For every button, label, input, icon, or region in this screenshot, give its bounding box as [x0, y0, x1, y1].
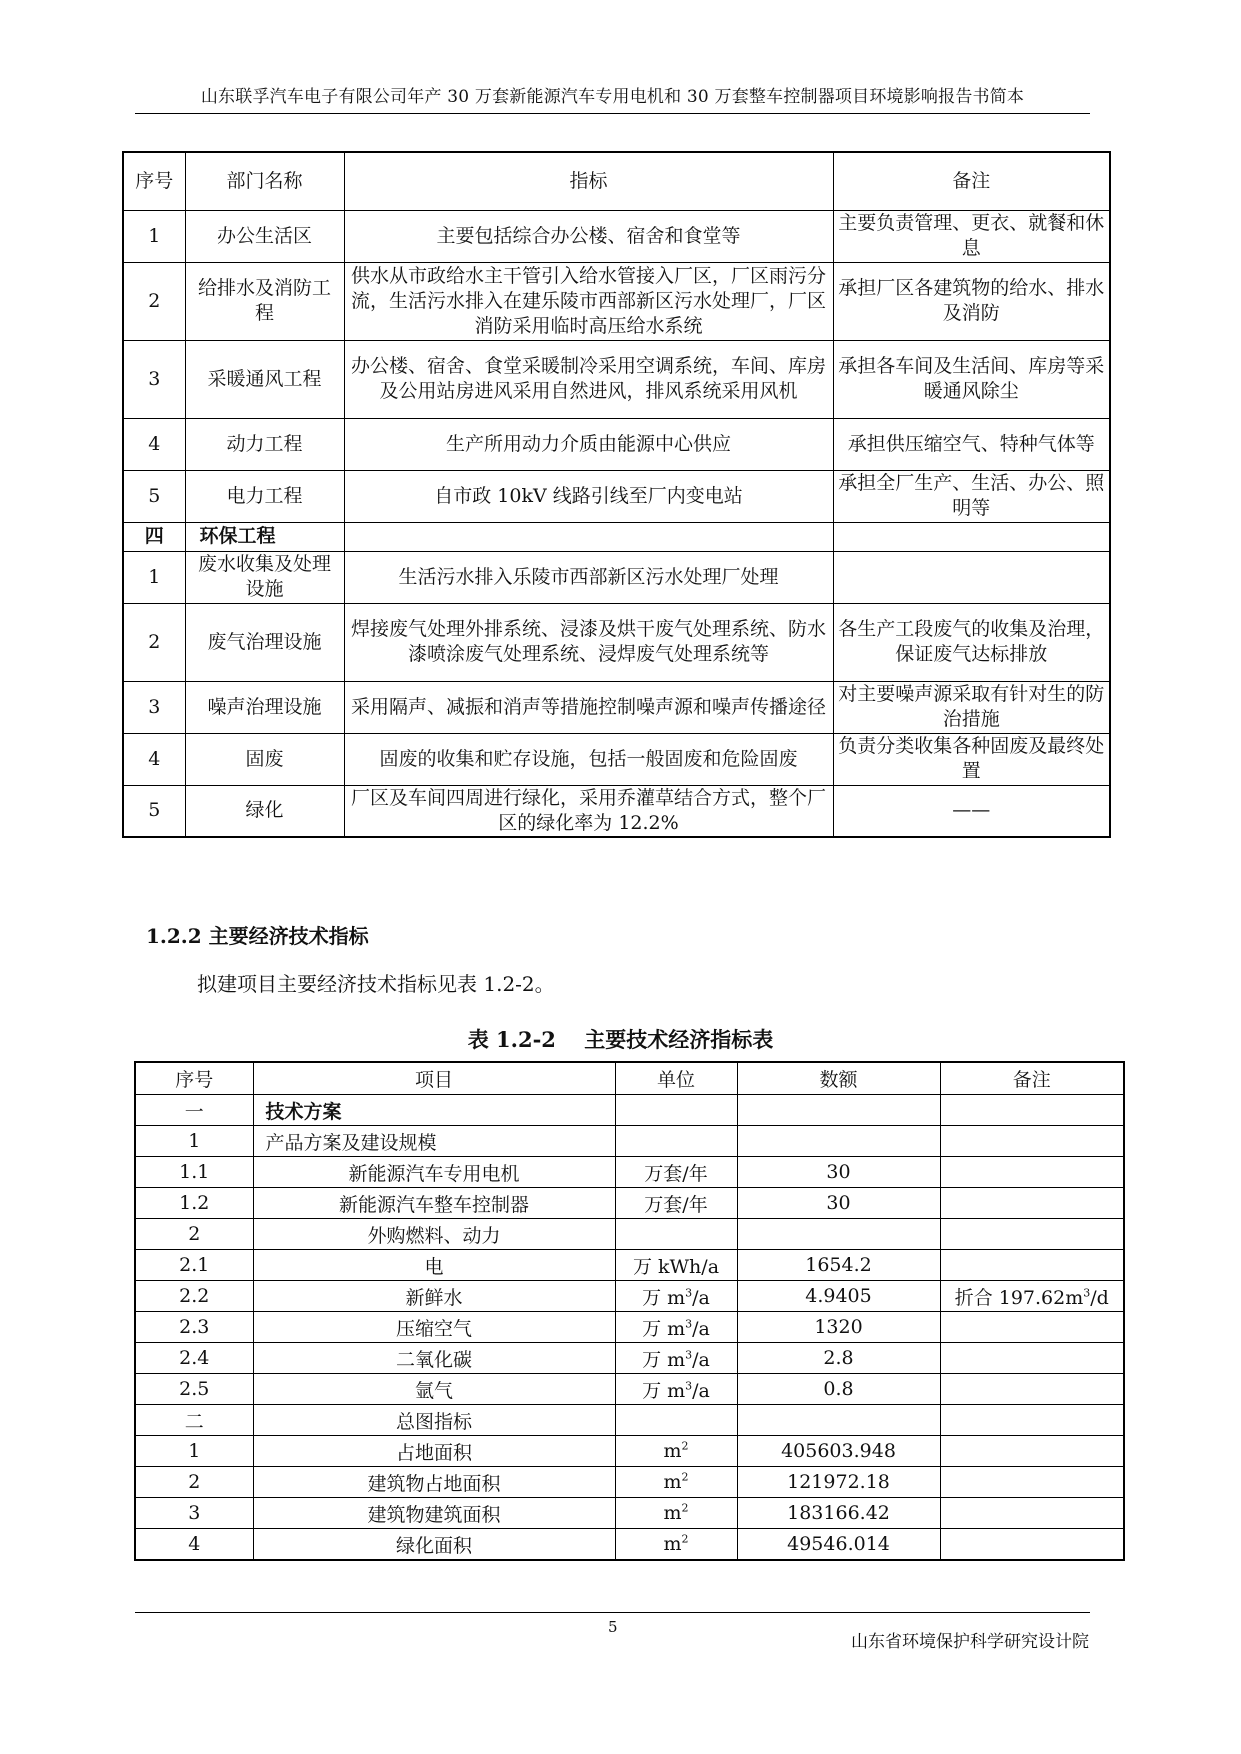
- unit-text: 万套/年: [644, 1193, 708, 1216]
- row-unit: [615, 1405, 737, 1436]
- unit-exponent: 2: [681, 1532, 689, 1546]
- table-row: [123, 733, 1110, 785]
- row-item: 建筑物建筑面积: [253, 1498, 615, 1529]
- table-row: [123, 340, 1110, 418]
- row-note: [940, 1095, 1124, 1126]
- row-no: 3: [123, 340, 185, 418]
- row-unit: [615, 1529, 737, 1561]
- engineering-table: [122, 151, 1111, 838]
- unit-text: m: [663, 1502, 682, 1524]
- row-no: 3: [123, 681, 185, 733]
- col-header-item: 项目: [253, 1062, 615, 1095]
- row-dept-name: 办公生活区: [185, 210, 344, 262]
- table-row: [123, 470, 1110, 522]
- row-no: 2.2: [135, 1281, 253, 1312]
- row-no: 1: [123, 210, 185, 262]
- row-no: 2.4: [135, 1343, 253, 1374]
- row-unit: [615, 1188, 737, 1219]
- unit-exponent: 3: [685, 1286, 693, 1300]
- row-unit: [615, 1312, 737, 1343]
- unit-exponent: 2: [681, 1439, 689, 1453]
- row-note: [940, 1405, 1124, 1436]
- row-value: 0.8: [737, 1374, 940, 1405]
- row-value: 121972.18: [737, 1467, 940, 1498]
- table-row: [135, 1219, 1124, 1250]
- table-row: [135, 1250, 1124, 1281]
- unit-text: 万 m: [642, 1286, 686, 1309]
- row-dept-name: 电力工程: [185, 470, 344, 522]
- table-row: [135, 1436, 1124, 1467]
- row-item: 新鲜水: [253, 1281, 615, 1312]
- row-note: 对主要噪声源采取有针对生的防治措施: [833, 681, 1110, 733]
- row-note: [833, 551, 1110, 603]
- row-note: [940, 1219, 1124, 1250]
- row-item: 压缩空气: [253, 1312, 615, 1343]
- row-unit: [615, 1095, 737, 1126]
- row-no: 1: [135, 1126, 253, 1157]
- row-no: 一: [135, 1095, 253, 1126]
- row-value: 183166.42: [737, 1498, 940, 1529]
- unit-text: 万 kWh/a: [632, 1255, 720, 1278]
- row-value: 1654.2: [737, 1250, 940, 1281]
- unit-exponent: 3: [685, 1348, 693, 1362]
- row-indicator: 采用隔声、减振和消声等措施控制噪声源和噪声传播途径: [344, 681, 833, 733]
- row-note: 承担厂区各建筑物的给水、排水及消防: [833, 262, 1110, 340]
- row-no: 5: [123, 785, 185, 837]
- row-unit: [615, 1436, 737, 1467]
- row-item: 占地面积: [253, 1436, 615, 1467]
- col-header-dept: 部门名称: [185, 152, 344, 210]
- row-note: [940, 1126, 1124, 1157]
- table-caption: 表 1.2-2 主要技术经济指标表: [467, 1027, 774, 1052]
- row-indicator: 供水从市政给水主干管引入给水管接入厂区，厂区雨污分流，生活污水排入在建乐陵市西部新区污水处理厂，厂区消防采用临时高压给水系统: [344, 262, 833, 340]
- row-dept-name: 绿化: [185, 785, 344, 837]
- row-value: 4.9405: [737, 1281, 940, 1312]
- note-suffix: /d: [1090, 1286, 1109, 1309]
- empty-cell: [344, 522, 833, 551]
- row-value: [737, 1219, 940, 1250]
- unit-suffix: /a: [692, 1317, 710, 1340]
- table-row: [135, 1529, 1124, 1561]
- table-row: [135, 1095, 1124, 1126]
- row-indicator: 办公楼、宿舍、食堂采暖制冷采用空调系统，车间、库房及公用站房进风采用自然进风，排风系统采用风机: [344, 340, 833, 418]
- unit-exponent: 2: [681, 1470, 689, 1484]
- row-unit: [615, 1157, 737, 1188]
- row-no: 2.3: [135, 1312, 253, 1343]
- row-dept-name: 动力工程: [185, 418, 344, 470]
- header-rule: [135, 113, 1090, 114]
- empty-cell: [833, 522, 1110, 551]
- row-note: 负责分类收集各种固废及最终处置: [833, 733, 1110, 785]
- row-item: 技术方案: [253, 1095, 615, 1126]
- row-value: [737, 1095, 940, 1126]
- unit-text: m: [663, 1471, 682, 1493]
- unit-exponent: 3: [685, 1317, 693, 1331]
- col-header-note: 备注: [940, 1062, 1124, 1095]
- row-no: 1.1: [135, 1157, 253, 1188]
- row-note: [940, 1188, 1124, 1219]
- unit-text: 万 m: [642, 1317, 686, 1340]
- row-no: 5: [123, 470, 185, 522]
- row-no: 4: [135, 1529, 253, 1561]
- table-row: [123, 210, 1110, 262]
- section-name: 环保工程: [185, 522, 344, 551]
- row-unit: [615, 1343, 737, 1374]
- col-header-unit: 单位: [615, 1062, 737, 1095]
- unit-text: 万 m: [642, 1348, 686, 1371]
- table-header-row: [123, 152, 1110, 210]
- row-unit: [615, 1250, 737, 1281]
- table-row: [123, 262, 1110, 340]
- row-item: 电: [253, 1250, 615, 1281]
- table-row: [135, 1405, 1124, 1436]
- table-row: [135, 1157, 1124, 1188]
- row-note: 各生产工段废气的收集及治理，保证废气达标排放: [833, 603, 1110, 681]
- row-no: 2.1: [135, 1250, 253, 1281]
- row-item: 二氧化碳: [253, 1343, 615, 1374]
- row-value: 30: [737, 1188, 940, 1219]
- row-note: [940, 1436, 1124, 1467]
- table-row: [135, 1374, 1124, 1405]
- indicators-table: [134, 1061, 1125, 1561]
- row-note: [940, 1250, 1124, 1281]
- row-unit: [615, 1281, 737, 1312]
- row-no: 2.5: [135, 1374, 253, 1405]
- table-row: [135, 1343, 1124, 1374]
- row-value: 1320: [737, 1312, 940, 1343]
- row-value: [737, 1126, 940, 1157]
- row-value: 2.8: [737, 1343, 940, 1374]
- row-item: 氩气: [253, 1374, 615, 1405]
- row-note: [940, 1374, 1124, 1405]
- row-dept-name: 废气治理设施: [185, 603, 344, 681]
- row-note: 承担供压缩空气、特种气体等: [833, 418, 1110, 470]
- row-dept-name: 采暖通风工程: [185, 340, 344, 418]
- unit-exponent: 2: [681, 1501, 689, 1515]
- row-note: [940, 1157, 1124, 1188]
- row-unit: [615, 1374, 737, 1405]
- table-row: [135, 1467, 1124, 1498]
- unit-suffix: /a: [692, 1348, 710, 1371]
- row-no: 2: [135, 1219, 253, 1250]
- table-row: [135, 1312, 1124, 1343]
- unit-text: m: [663, 1533, 682, 1555]
- row-indicator: 自市政 10kV 线路引线至厂内变电站: [344, 470, 833, 522]
- row-value: [737, 1405, 940, 1436]
- row-item: 外购燃料、动力: [253, 1219, 615, 1250]
- row-no: 4: [123, 733, 185, 785]
- table-row: [123, 551, 1110, 603]
- row-unit: [615, 1219, 737, 1250]
- row-indicator: 生产所用动力介质由能源中心供应: [344, 418, 833, 470]
- unit-text: 万套/年: [644, 1162, 708, 1185]
- row-note: ——: [833, 785, 1110, 837]
- row-note: [940, 1343, 1124, 1374]
- row-dept-name: 固废: [185, 733, 344, 785]
- unit-exponent: 3: [685, 1379, 693, 1393]
- row-note: [940, 1498, 1124, 1529]
- row-note: 承担各车间及生活间、库房等采暖通风除尘: [833, 340, 1110, 418]
- unit-suffix: /a: [692, 1379, 710, 1402]
- table-row: [135, 1188, 1124, 1219]
- row-note: 主要负责管理、更衣、就餐和休息: [833, 210, 1110, 262]
- row-unit: [615, 1126, 737, 1157]
- row-dept-name: 废水收集及处理设施: [185, 551, 344, 603]
- row-item: 建筑物占地面积: [253, 1467, 615, 1498]
- col-header-indicator: 指标: [344, 152, 833, 210]
- section-row: [123, 522, 1110, 551]
- row-no: 2: [123, 262, 185, 340]
- row-note: [940, 1281, 1124, 1312]
- row-item: 总图指标: [253, 1405, 615, 1436]
- footer-organization: 山东省环境保护科学研究设计院: [851, 1632, 1089, 1652]
- unit-suffix: /a: [692, 1286, 710, 1309]
- row-note: [940, 1312, 1124, 1343]
- row-note: [940, 1467, 1124, 1498]
- col-header-no: 序号: [123, 152, 185, 210]
- row-value: 405603.948: [737, 1436, 940, 1467]
- table-row: [123, 603, 1110, 681]
- row-dept-name: 噪声治理设施: [185, 681, 344, 733]
- row-no: 2: [135, 1467, 253, 1498]
- table-row: [123, 418, 1110, 470]
- table-row: [135, 1281, 1124, 1312]
- footer-rule: [135, 1612, 1090, 1613]
- table-row: [135, 1498, 1124, 1529]
- row-item: 绿化面积: [253, 1529, 615, 1561]
- row-no: 二: [135, 1405, 253, 1436]
- row-no: 4: [123, 418, 185, 470]
- row-no: 1: [123, 551, 185, 603]
- section-no: 四: [123, 522, 185, 551]
- row-item: 新能源汽车整车控制器: [253, 1188, 615, 1219]
- row-item: 新能源汽车专用电机: [253, 1157, 615, 1188]
- row-item: 产品方案及建设规模: [253, 1126, 615, 1157]
- row-note: 承担全厂生产、生活、办公、照明等: [833, 470, 1110, 522]
- row-no: 2: [123, 603, 185, 681]
- row-indicator: 生活污水排入乐陵市西部新区污水处理厂处理: [344, 551, 833, 603]
- row-note: [940, 1529, 1124, 1561]
- note-text: 折合 197.62m: [954, 1286, 1084, 1309]
- row-unit: [615, 1498, 737, 1529]
- row-value: 49546.014: [737, 1529, 940, 1561]
- body-paragraph: 拟建项目主要经济技术指标见表 1.2-2。: [197, 972, 555, 996]
- row-indicator: 主要包括综合办公楼、宿舍和食堂等: [344, 210, 833, 262]
- row-unit: [615, 1467, 737, 1498]
- table-header-row: [135, 1062, 1124, 1095]
- col-header-value: 数额: [737, 1062, 940, 1095]
- table-row: [123, 681, 1110, 733]
- note-exponent: 3: [1083, 1286, 1091, 1300]
- col-header-no: 序号: [135, 1062, 253, 1095]
- section-heading: 1.2.2 主要经济技术指标: [146, 924, 369, 948]
- row-indicator: 焊接废气处理外排系统、浸漆及烘干废气处理系统、防水漆喷涂废气处理系统、浸焊废气处理系统等: [344, 603, 833, 681]
- unit-text: 万 m: [642, 1379, 686, 1402]
- row-no: 1.2: [135, 1188, 253, 1219]
- row-value: 30: [737, 1157, 940, 1188]
- table-row: [135, 1126, 1124, 1157]
- row-no: 1: [135, 1436, 253, 1467]
- row-indicator: 固废的收集和贮存设施，包括一般固废和危险固废: [344, 733, 833, 785]
- running-header: 山东联孚汽车电子有限公司年产 30 万套新能源汽车专用电机和 30 万套整车控制器项目环境影响报告书简本: [200, 87, 1025, 107]
- row-dept-name: 给排水及消防工程: [185, 262, 344, 340]
- unit-text: m: [663, 1440, 682, 1462]
- page-number: 5: [608, 1618, 618, 1636]
- row-no: 3: [135, 1498, 253, 1529]
- row-indicator: 厂区及车间四周进行绿化，采用乔灌草结合方式，整个厂区的绿化率为 12.2%: [344, 785, 833, 837]
- table-row: [123, 785, 1110, 837]
- col-header-note: 备注: [833, 152, 1110, 210]
